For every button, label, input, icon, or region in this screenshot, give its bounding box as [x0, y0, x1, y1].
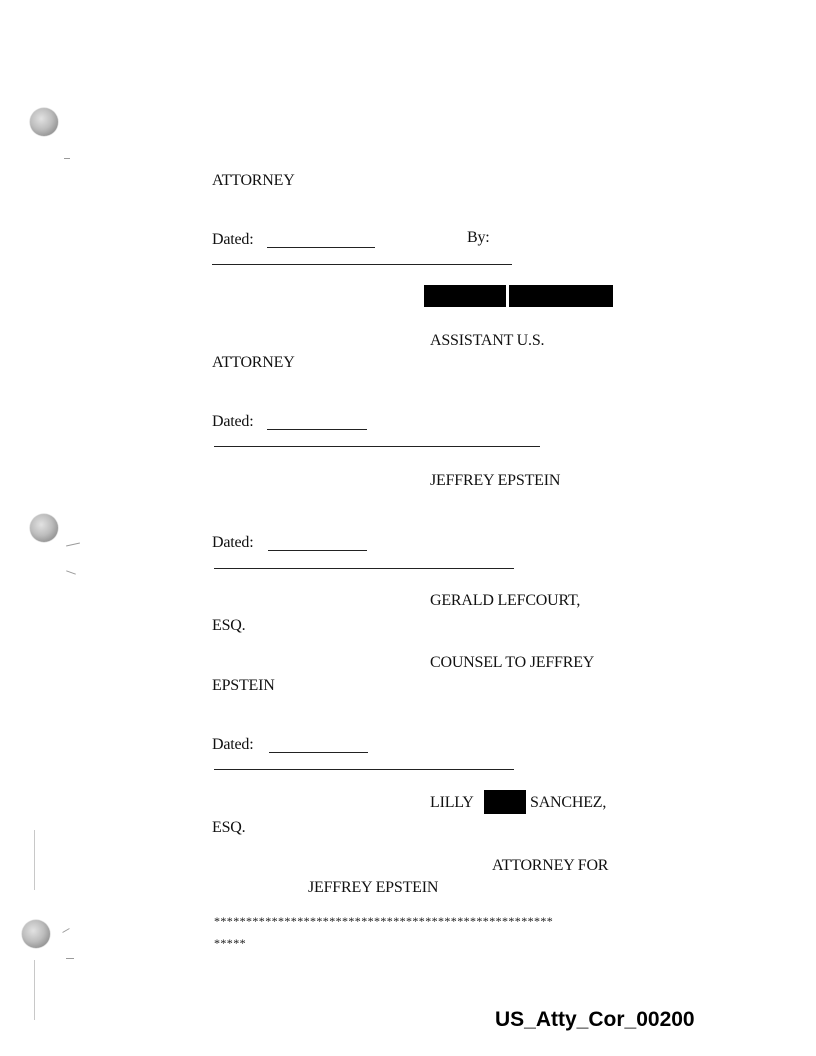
- scan-edge-mark: [34, 830, 35, 890]
- scan-speck: [66, 543, 80, 547]
- signatory-last-name: SANCHEZ,: [530, 794, 607, 811]
- scan-speck: [64, 158, 70, 159]
- counsel-role-line2: EPSTEIN: [212, 677, 275, 694]
- counsel-role-line1: COUNSEL TO JEFFREY: [430, 654, 595, 671]
- esq-label-2: ESQ.: [212, 819, 246, 836]
- signature-line-4: [214, 769, 514, 770]
- signatory-name-epstein: JEFFREY EPSTEIN: [430, 472, 561, 489]
- dated-label-3: Dated:: [212, 534, 254, 551]
- date-blank-2[interactable]: [267, 429, 367, 430]
- hole-punch-bottom: [22, 920, 50, 948]
- date-blank-3[interactable]: [268, 550, 367, 551]
- signature-line-3: [214, 568, 514, 569]
- hole-punch-top: [30, 108, 58, 136]
- redaction-block: [424, 285, 506, 307]
- attorney-label: ATTORNEY: [212, 172, 295, 189]
- redaction-block: [484, 790, 526, 814]
- separator-stars-line2: *****: [214, 936, 246, 950]
- dated-label-4: Dated:: [212, 736, 254, 753]
- scan-speck: [62, 928, 69, 933]
- signatory-name-lefcourt: GERALD LEFCOURT,: [430, 592, 581, 609]
- dated-label-2: Dated:: [212, 413, 254, 430]
- signature-line-2: [214, 446, 540, 447]
- attorney-for-label: ATTORNEY FOR: [492, 857, 609, 874]
- scan-speck: [66, 570, 76, 574]
- bates-number: US_Atty_Cor_00200: [495, 1008, 695, 1031]
- signature-line-1: [212, 264, 512, 265]
- attorney-label-2: ATTORNEY: [212, 354, 295, 371]
- signatory-first-name: LILLY: [430, 794, 474, 811]
- assistant-us-label: ASSISTANT U.S.: [430, 332, 545, 349]
- hole-punch-middle: [30, 514, 58, 542]
- redaction-block: [509, 285, 613, 307]
- dated-label-1: Dated:: [212, 231, 254, 248]
- by-label: By:: [467, 229, 490, 246]
- separator-stars-line1: *****************************************************: [214, 914, 554, 928]
- date-blank-4[interactable]: [269, 752, 368, 753]
- scan-speck: [66, 958, 74, 959]
- attorney-for-client: JEFFREY EPSTEIN: [308, 879, 439, 896]
- date-blank-1[interactable]: [267, 247, 375, 248]
- esq-label-1: ESQ.: [212, 617, 246, 634]
- scan-edge-mark: [34, 960, 35, 1020]
